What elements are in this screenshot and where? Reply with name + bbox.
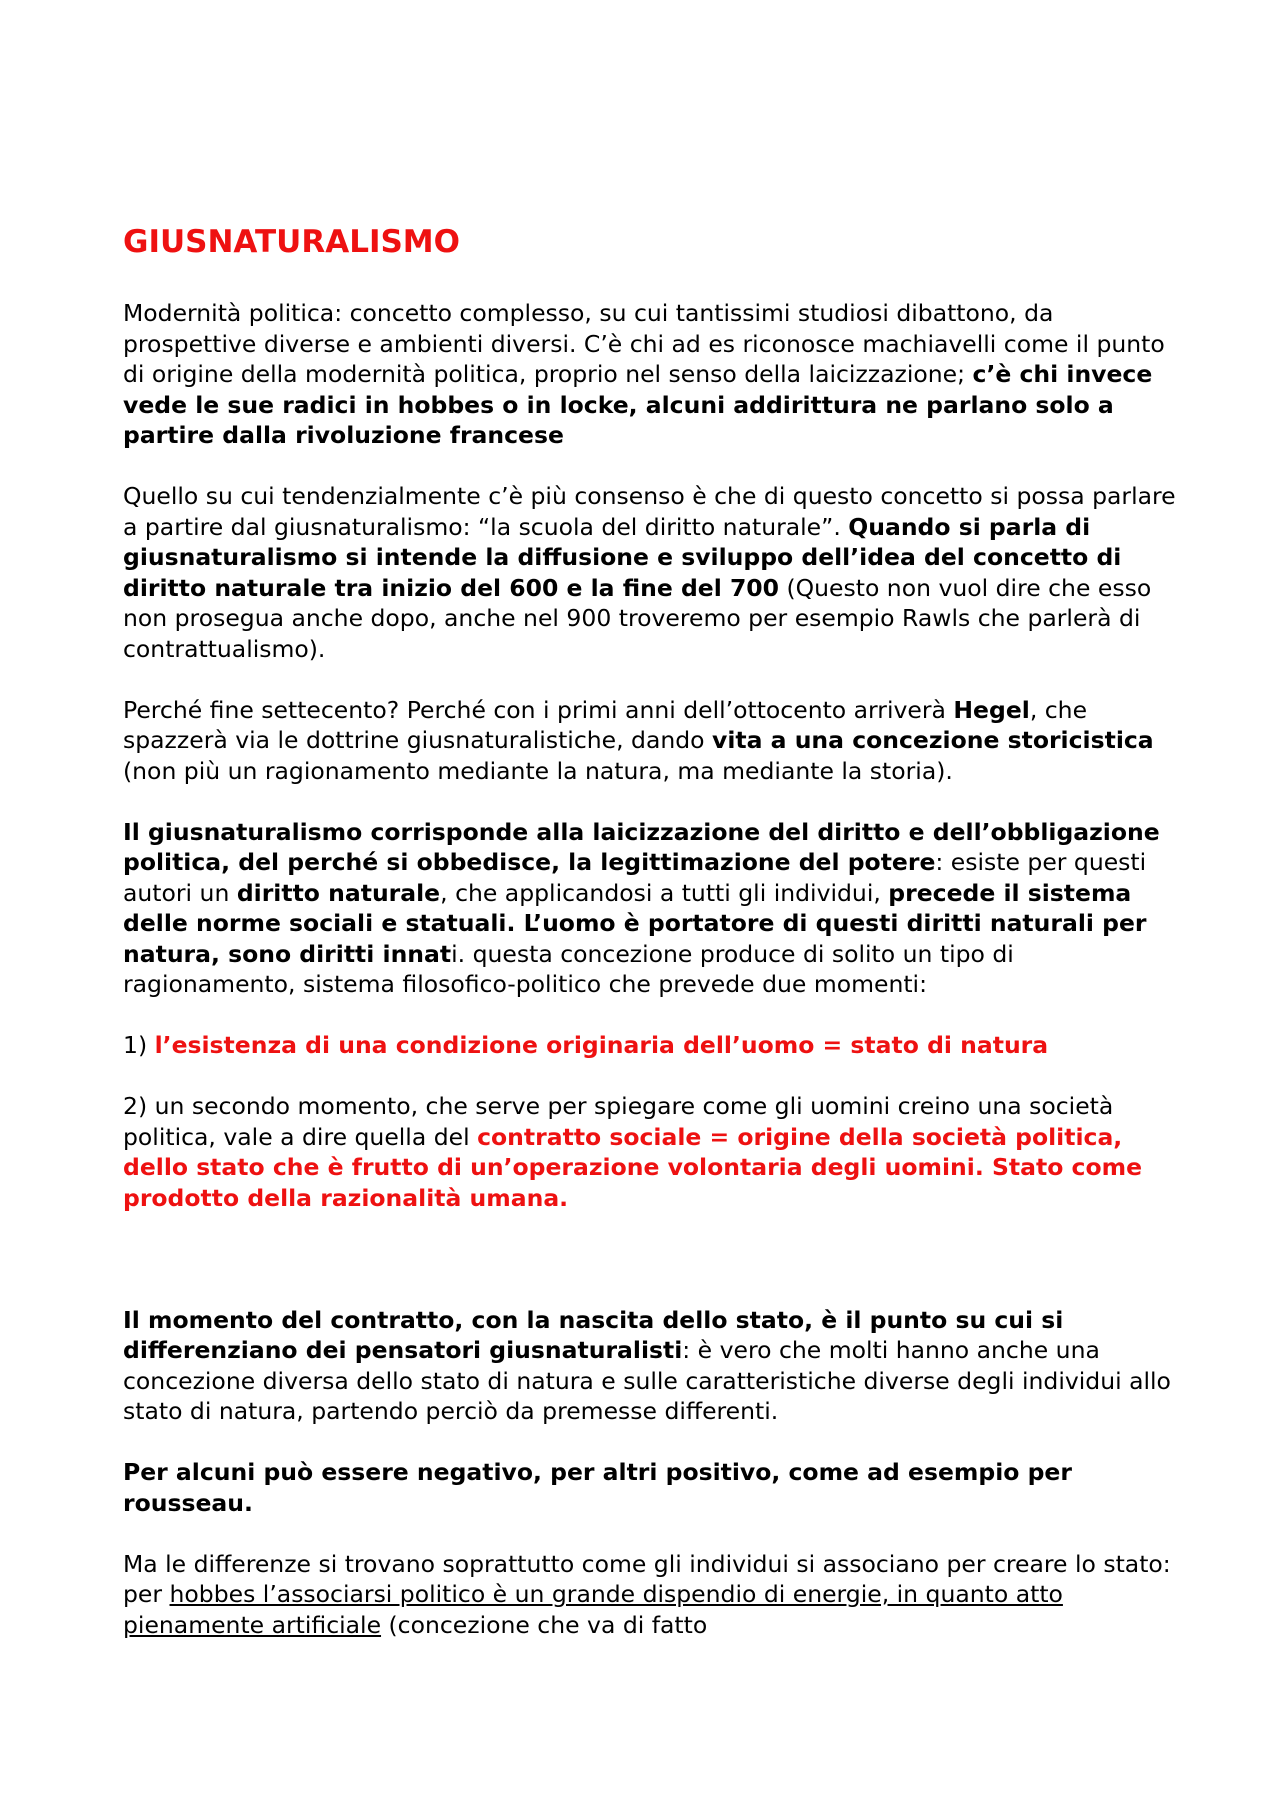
- text: Modernità politica: concetto complesso, su cui tantissimi studiosi dibattono, da prospettive diverse e ambienti diversi. C’è chi ad es riconosce machiavelli come il punto di origine della modernità politica, proprio nel senso della laicizzazione;: [123, 299, 1165, 388]
- text: Quello su cui tendenzialmente c’è più consenso è che di questo concetto si possa parlare a partire dal giusnaturalismo: “la scuola del diritto naturale”.: [123, 482, 1176, 541]
- bold-text: Il momento del contratto, con la nascita dello stato, è il punto su cui si differenziano dei pensatori giusnaturalisti: [123, 1305, 1064, 1364]
- bold-text: Hegel: [953, 695, 1030, 724]
- text: Ma le differenze si trovano soprattutto come gli individui si associano per creare lo stato: per: [123, 1549, 1171, 1608]
- paragraph-rousseau: [123, 1457, 1183, 1518]
- text: 2) un secondo momento, che serve per spiegare come gli uomini creino una società politica, vale a dire quella del: [123, 1092, 1114, 1151]
- text: i. questa concezione produce di solito un tipo di ragionamento, sistema filosofico-politico che prevede due momenti:: [123, 939, 1014, 998]
- list-item-2: [123, 1091, 1183, 1213]
- bold-text: vita a una concezione storicistica: [712, 726, 1154, 754]
- document-page: [123, 222, 1183, 1671]
- text: , che spazzerà via le dottrine giusnaturalistiche, dando: [123, 695, 1088, 754]
- text: (Questo non vuol dire che esso non prosegua anche dopo, anche nel 900 troveremo per esempio Rawls che parlerà di contrattualismo).: [123, 573, 1152, 663]
- text: : è vero che molti hanno anche una concezione diversa dello stato di natura e sulle caratteristiche diverse degli individui allo stato di natura, partendo perciò da premesse differenti.: [123, 1336, 1171, 1425]
- text: Perché fine settecento? Perché con i primi anni dell’ottocento arriverà: [123, 695, 954, 724]
- bold-text: diritto naturale: [236, 878, 441, 907]
- text: , che applicandosi a tutti gli individui,: [440, 878, 889, 907]
- paragraph-differenze: [123, 1549, 1183, 1641]
- document-title: GIUSNATURALISMO: [123, 224, 461, 260]
- bold-text: Il giusnaturalismo corrisponde alla laicizzazione del diritto e dell’obbligazione politica, del perché si obbedisce, la legittimazione del potere: [123, 817, 1160, 876]
- text: : esiste per questi autori un: [123, 848, 1147, 907]
- bold-text: c’è chi invece vede le sue radici in hobbes o in locke, alcuni addirittura ne parlano solo a partire dalla rivoluzione francese: [123, 360, 1153, 449]
- text: (concezione che va di fatto: [381, 1610, 708, 1639]
- bold-text: Per alcuni può essere negativo, per altri positivo, come ad esempio per rousseau.: [123, 1458, 1072, 1517]
- paragraph-consenso: [123, 481, 1183, 664]
- text: (non più un ragionamento mediante la natura, ma mediante la storia).: [123, 756, 953, 785]
- bold-text: precede il sistema delle norme sociali e statuali. L’uomo è portatore di questi diritti naturali per natura, sono diritti innat: [123, 878, 1147, 968]
- highlight-text: contratto sociale = origine della società politica, dello stato che è frutto di un’operazione volontaria degli uomini. Stato come prodotto della razionalità umana.: [123, 1122, 1143, 1212]
- paragraph-contratto: [123, 1305, 1183, 1427]
- bold-text: Quando si parla di giusnaturalismo si intende la diffusione e sviluppo dell’idea del concetto di diritto naturale tra inizio del 600 e la fine del 700: [123, 512, 1122, 602]
- paragraph-hegel: [123, 695, 1183, 787]
- list-number: 1): [123, 1031, 155, 1059]
- spacer: [123, 1244, 1183, 1305]
- paragraph-modernita: [123, 298, 1183, 451]
- paragraph-laicizzazione: [123, 817, 1183, 1000]
- list-item-1: [123, 1030, 1183, 1061]
- highlight-text: l’esistenza di una condizione originaria dell’uomo = stato di natura: [154, 1031, 1049, 1059]
- underlined-text: hobbes l’associarsi politico è un grande dispendio di energie, in quanto atto pienamente artificiale: [123, 1580, 1063, 1639]
